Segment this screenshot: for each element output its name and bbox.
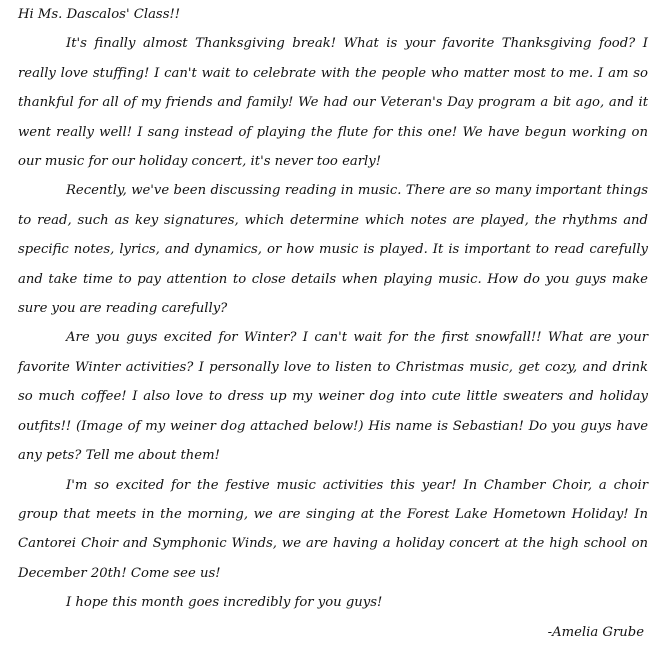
letter-signature: -Amelia Grube: [547, 624, 644, 640]
paragraph-reading-music: Recently, we've been discussing reading in music. There are so many important things to read, such as key signatures, which determine which notes are played, the rhythms and specific notes, lyrics, and dynamics, or how music is played. It is important to read carefully and take time to pay attention to close details when playing music. How do you guys make sure you are reading carefully?: [18, 183, 648, 317]
paragraph-thanksgiving: It's finally almost Thanksgiving break! What is your favorite Thanksgiving food? I really love stuffing! I can't wait to celebrate with the people who matter most to me. I am so thankful for all of my friends and family! We had our Veteran's Day program a bit ago, and it went really well! I sang instead of playing the flute for this one! We have begun working on our music for our holiday concert, it's never too early!: [18, 36, 648, 170]
letter-closing: I hope this month goes incredibly for you guys!: [66, 595, 383, 611]
paragraph-winter: Are you guys excited for Winter? I can't wait for the first snowfall!! What are your favorite Winter activities? I personally love to listen to Christmas music, get cozy, and drink so much coffee! I also love to dress up my weiner dog into cute little sweaters and holiday outfits!! (Image of my weiner dog attached below!) His name is Sebastian! Do you guys have any pets? Tell me about them!: [18, 330, 648, 464]
letter-body: [18, 0, 648, 647]
letter-greeting: Hi Ms. Dascalos' Class!!: [18, 7, 181, 22]
paragraph-festive-music: I'm so excited for the festive music activities this year! In Chamber Choir, a choir group that meets in the morning, we are singing at the Forest Lake Hometown Holiday! In Cantorei Choir and Symphonic Winds, we are having a holiday concert at the high school on December 20th! Come see us!: [18, 477, 648, 581]
